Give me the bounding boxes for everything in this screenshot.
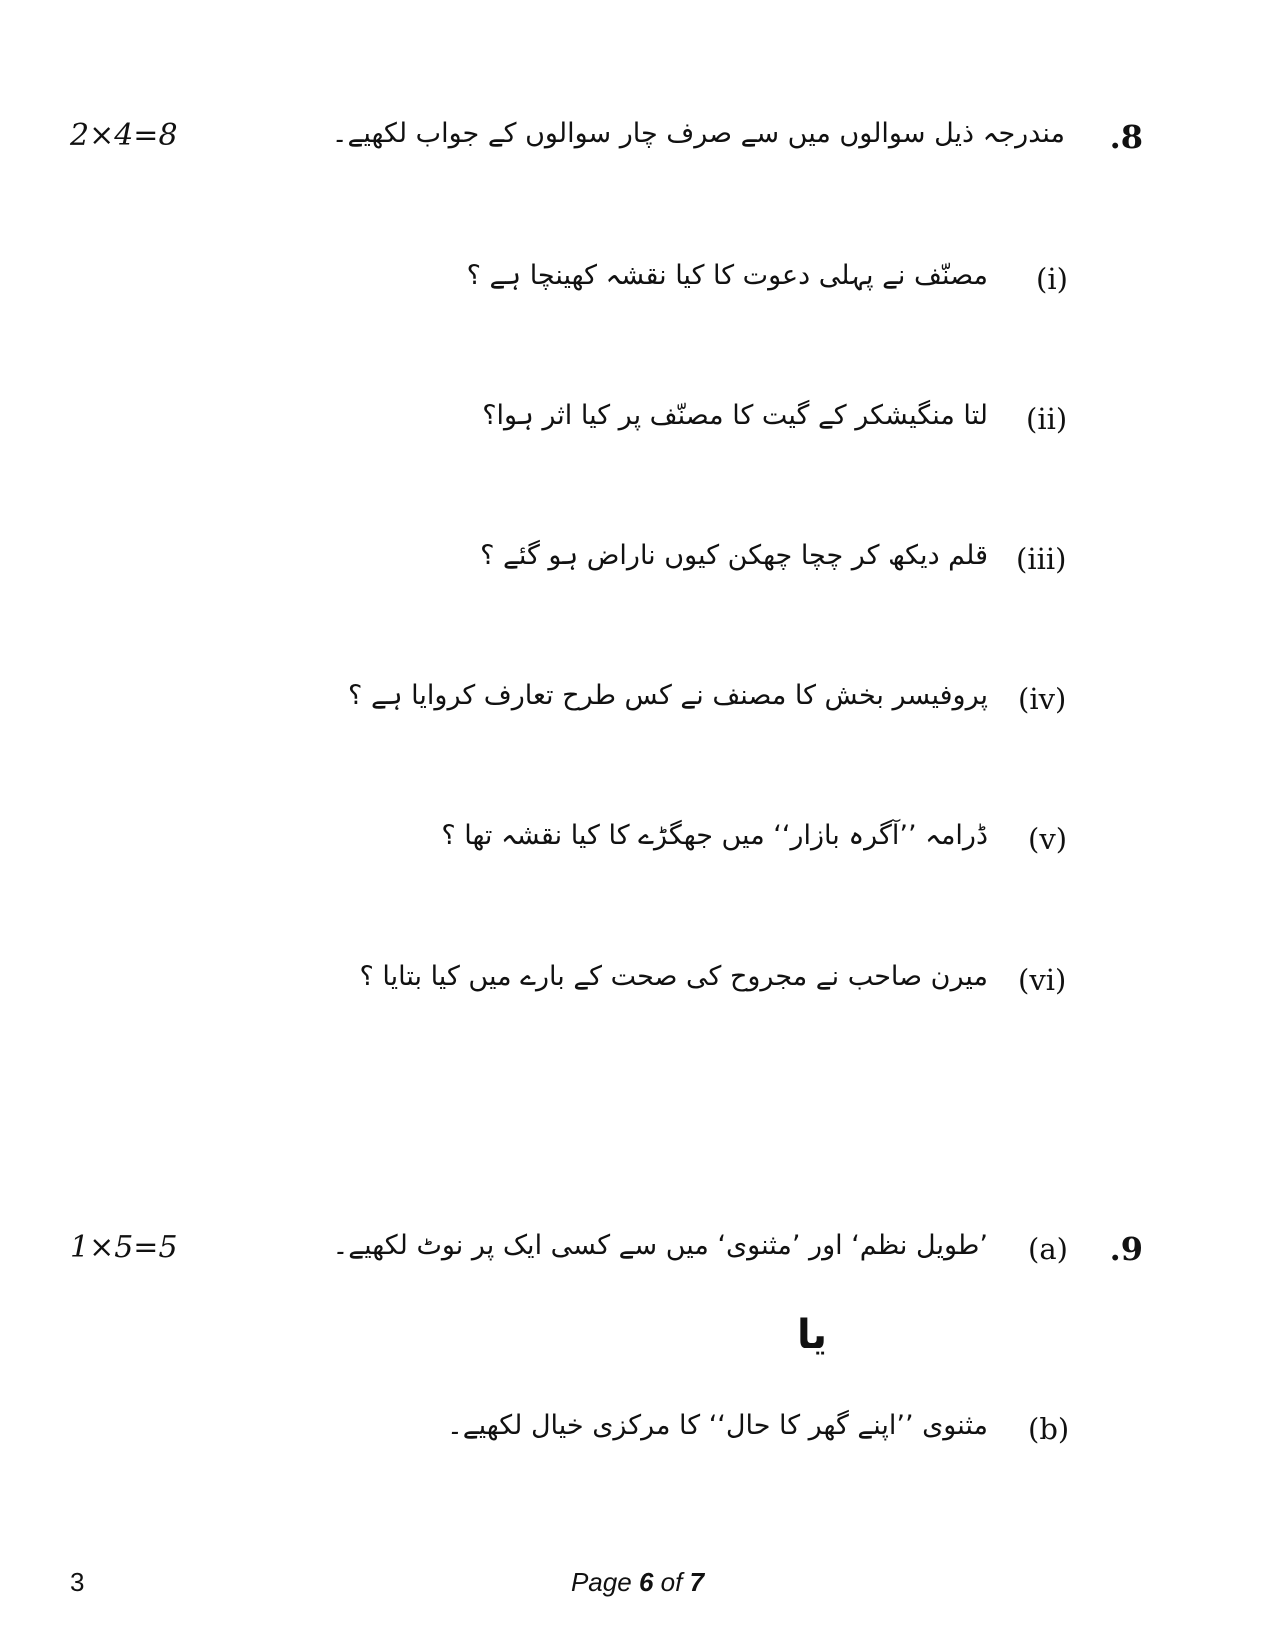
question-9-number: .9: [1109, 1230, 1143, 1268]
part-a-label: (a): [1028, 1232, 1068, 1266]
part-b-text: مثنوی ’’اپنے گھر کا حال‘‘ کا مرکزی خیال لکھیے۔: [446, 1410, 988, 1441]
page-current: 6: [638, 1567, 654, 1597]
item-text: میرن صاحب نے مجروح کی صحت کے بارے میں کیا بتایا ؟: [359, 961, 988, 992]
paper-code: 3: [70, 1567, 85, 1597]
item-label: (i): [1036, 262, 1068, 296]
page-of: of: [660, 1567, 683, 1597]
item-text: ڈرامہ ’’آگرہ بازار‘‘ میں جھگڑے کا کیا نقشہ تھا ؟: [441, 820, 988, 851]
item-text: لتا منگیشکر کے گیت کا مصنّف پر کیا اثر ہوا؟: [482, 400, 988, 431]
item-text: قلم دیکھ کر چچا چھکن کیوں ناراض ہو گئے ؟: [480, 540, 988, 571]
part-b-label: (b): [1028, 1412, 1070, 1446]
page-total: 7: [689, 1567, 705, 1597]
item-label: (iii): [1016, 542, 1067, 576]
part-a-text: ’طویل نظم‘ اور ’مثنوی‘ میں سے کسی ایک پر نوٹ لکھیے۔: [332, 1230, 988, 1261]
item-text: مصنّف نے پہلی دعوت کا کیا نقشہ کھینچا ہے ؟: [466, 260, 988, 291]
question-8-number: .8: [1109, 118, 1143, 156]
question-8-marks: 2×4=8: [70, 118, 178, 153]
item-label: (iv): [1018, 682, 1067, 716]
question-8-instruction: مندرجہ ذیل سوالوں میں سے صرف چار سوالوں کے جواب لکھیے۔: [331, 118, 1065, 149]
or-separator: یا: [796, 1312, 828, 1358]
item-label: (v): [1028, 822, 1068, 856]
item-text: پروفیسر بخش کا مصنف نے کس طرح تعارف کروایا ہے ؟: [348, 680, 988, 711]
question-9-marks: 1×5=5: [70, 1230, 178, 1265]
page-indicator: [0, 1567, 1275, 1598]
page-prefix: Page: [570, 1567, 632, 1597]
item-label: (vi): [1018, 963, 1067, 997]
item-label: (ii): [1026, 402, 1068, 436]
